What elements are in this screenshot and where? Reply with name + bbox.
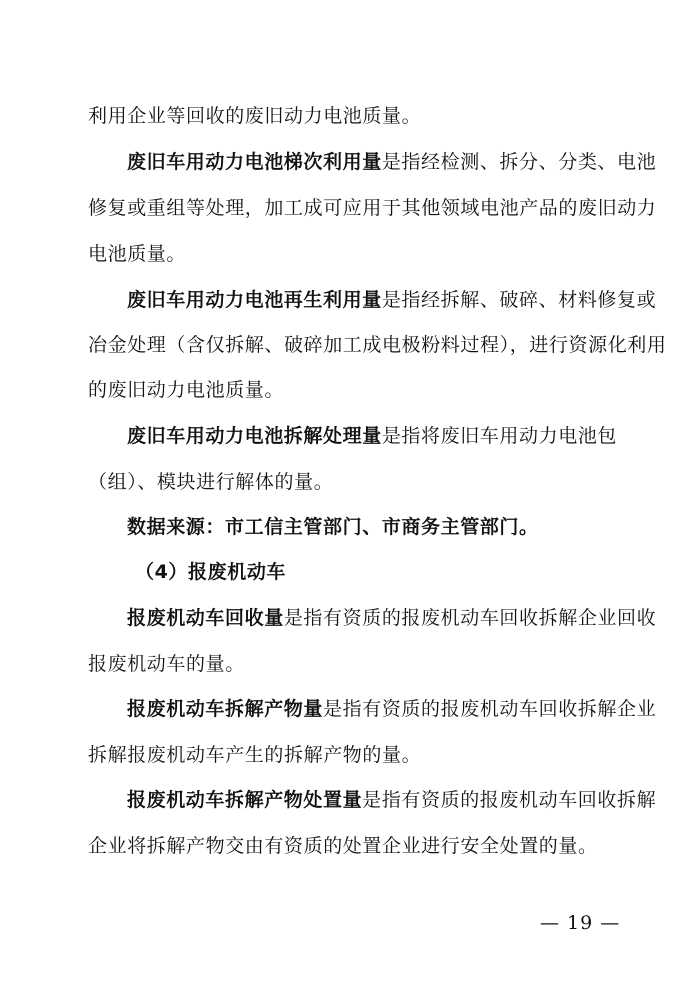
body-text: 修复或重组等处理，加工成可应用于其他领域电池产品的废旧动力 bbox=[88, 197, 657, 219]
paragraph-line bbox=[88, 649, 245, 679]
body-text: 拆解报废机动车产生的拆解产物的量。 bbox=[88, 744, 422, 766]
page-number: — 19 — bbox=[540, 912, 621, 934]
term-bold: 报废机动车拆解产物量 bbox=[127, 698, 324, 720]
body-text: 是指有资质的报废机动车回收拆解企业 bbox=[323, 698, 657, 720]
body-text: 是指经拆解、破碎、材料修复或 bbox=[381, 289, 657, 311]
body-text: 的废旧动力电池质量。 bbox=[88, 379, 285, 401]
section-heading: （4）报废机动车 bbox=[135, 561, 287, 583]
body-text: 是指有资质的报废机动车回收拆解企业回收 bbox=[283, 607, 657, 629]
paragraph-line bbox=[127, 694, 656, 724]
body-text: 是指有资质的报废机动车回收拆解 bbox=[362, 789, 657, 811]
body-text: （组）、模块进行解体的量。 bbox=[88, 471, 334, 493]
paragraph-line bbox=[127, 285, 656, 315]
paragraph-line bbox=[88, 740, 421, 770]
paragraph-line bbox=[88, 831, 598, 861]
paragraph-line bbox=[88, 375, 284, 405]
paragraph-line bbox=[127, 421, 617, 451]
term-bold: 废旧车用动力电池梯次利用量 bbox=[127, 151, 382, 173]
term-bold: 废旧车用动力电池拆解处理量 bbox=[127, 425, 382, 447]
paragraph-line bbox=[127, 603, 656, 633]
body-text: 企业将拆解产物交由有资质的处置企业进行安全处置的量。 bbox=[88, 835, 598, 857]
paragraph-line bbox=[88, 101, 421, 131]
term-bold: 废旧车用动力电池再生利用量 bbox=[127, 289, 382, 311]
paragraph-line bbox=[127, 785, 656, 815]
body-text: 报废机动车的量。 bbox=[88, 653, 245, 675]
term-bold: 报废机动车回收量 bbox=[127, 607, 284, 629]
body-text: 电池质量。 bbox=[88, 243, 187, 265]
data-source: 数据来源：市工信主管部门、市商务主管部门。 bbox=[127, 516, 539, 538]
paragraph-line bbox=[88, 467, 333, 497]
body-text: 利用企业等回收的废旧动力电池质量。 bbox=[88, 105, 422, 127]
body-text: 是指将废旧车用动力电池包 bbox=[381, 425, 618, 447]
paragraph-line bbox=[88, 330, 667, 360]
body-text: 冶金处理（含仅拆解、破碎加工成电极粉料过程），进行资源化利用 bbox=[88, 334, 667, 356]
paragraph-line bbox=[127, 147, 656, 177]
paragraph-line bbox=[88, 239, 186, 269]
term-bold: 报废机动车拆解产物处置量 bbox=[127, 789, 363, 811]
paragraph-line bbox=[88, 193, 656, 223]
body-text: 是指经检测、拆分、分类、电池 bbox=[381, 151, 657, 173]
